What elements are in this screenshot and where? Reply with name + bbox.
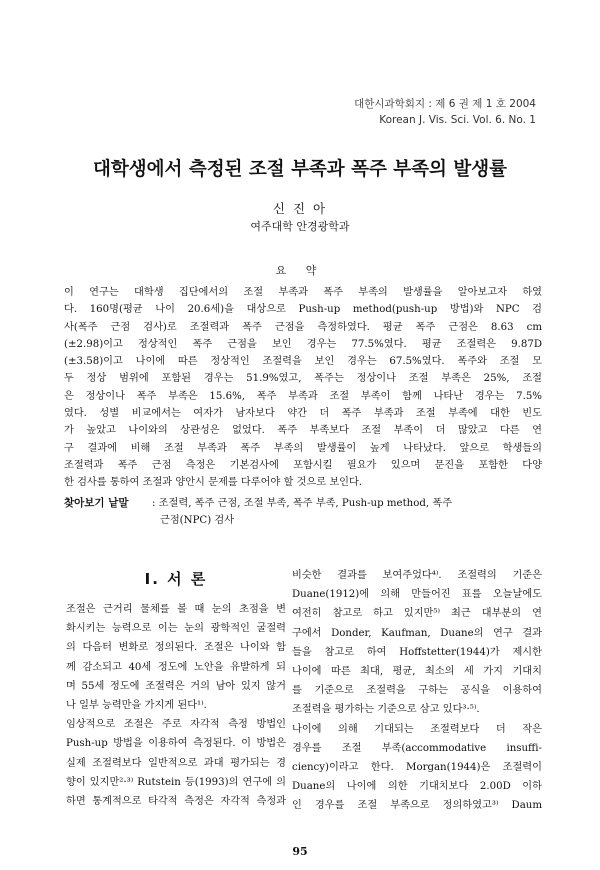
page-number: 95 <box>292 845 308 858</box>
keywords-line: : 조절력, 폭주 근점, 조절 부족, 폭주 부족, Push-up method, 폭주 <box>152 498 453 509</box>
abstract-line: 가 높았고 나이와의 상관성은 없었다. 폭주 부족보다 조절 부족이 더 많았고 다른 연 <box>64 425 542 437</box>
body-line: 나이에 따른 최대, 평균, 최소의 세 가지 기대치 <box>292 666 542 678</box>
body-line: 화시키는 능력으로 이는 눈의 광학적인 굴절력 <box>66 623 286 635</box>
body-column-right <box>292 566 542 816</box>
body-line: 경우를 조절 부족(accommodative insuffi- <box>292 742 542 754</box>
author-name: 신 진 아 <box>272 201 328 216</box>
abstract-heading: 요 약 <box>275 264 325 277</box>
body-line: 를 기준으로 조절력을 구하는 공식을 이용하여 <box>292 685 542 697</box>
body-line: 조절은 근거리 물체를 볼 때 눈의 초점을 변 <box>66 604 286 615</box>
author-affiliation: 여주대학 안경광학과 <box>250 220 350 233</box>
abstract-line: 다. 160명(평균 나이 20.6세)을 대상으로 Push-up method(push-up 방법)와 NPC 검 <box>64 304 542 316</box>
body-line: 께 감소되고 40세 정도에 노안을 유발하게 되 <box>66 661 286 673</box>
journal-citation-korean: 대한시과학회지 : 제 6 권 제 1 호 2004 <box>354 98 536 110</box>
section-heading-introduction: Ⅰ. 서 론 <box>144 570 208 588</box>
keywords-line: 근점(NPC) 검사 <box>160 515 235 526</box>
abstract-line: (±3.58)이고 나이에 따른 정상적인 조절력을 보인 경우는 67.5%였다. 폭주와 조절 모 <box>64 356 542 368</box>
keywords-label: 찾아보기 낱말 <box>64 497 129 509</box>
body-line: 향이 있지만²·³⁾ Rutstein 등(1993)의 연구에 의 <box>66 776 286 788</box>
body-line: 비슷한 결과를 보여주었다⁴⁾. 조절력의 기준은 <box>292 570 542 581</box>
body-line: 조절력을 평가하는 기준으로 삼고 있다³·⁵⁾. <box>292 704 480 716</box>
abstract-line: 구 결과에 비해 조절 부족과 폭주 부족의 발생률이 높게 나타났다. 앞으로 학생들의 <box>64 442 542 454</box>
abstract-line: 두 정상 범위에 포함된 경우는 51.9%였고, 폭주는 정상이나 조절 부족은 25%, 조절 <box>64 373 542 385</box>
body-line: 나이에 의해 기대되는 조절력보다 더 작은 <box>292 723 542 735</box>
body-column-left <box>66 568 286 811</box>
journal-citation <box>354 96 536 128</box>
paper-title: 대학생에서 측정된 조절 부족과 폭주 부족의 발생률 <box>93 159 507 180</box>
body-line: 실제 조절력보다 일반적으로 과대 평가되는 경 <box>66 757 286 769</box>
abstract-line: (±2.98)이고 정상적인 폭주 근점을 보인 경우는 77.5%였다. 평균 조절력은 9.87D <box>64 338 542 350</box>
body-line: 나 일부 능력만을 가지게 된다¹⁾. <box>66 700 207 712</box>
body-line: 구에서 Donder, Kaufman, Duane의 연구 결과 <box>292 627 542 639</box>
body-line: ciency)이라고 한다. Morgan(1944)은 조절력이 <box>292 762 542 774</box>
abstract-line: 은 정상이나 폭주 부족은 15.6%, 폭주 부족과 조절 부족이 함께 나타난 경우는 7.5% <box>64 390 542 402</box>
body-line: Push-up 방법을 이용하여 측정된다. 이 방법은 <box>66 738 286 750</box>
abstract-line: 이 연구는 대학생 집단에서의 조절 부족과 폭주 부족의 발생률을 알아보고자 하였 <box>64 287 542 298</box>
body-line: 여전히 참고로 하고 있지만⁵⁾ 최근 대부분의 연 <box>292 608 542 620</box>
abstract-line: 조절력과 폭주 근점 측정은 기본검사에 포함시킬 필요가 있으며 문진을 포함한 다양 <box>64 459 542 471</box>
abstract-body <box>64 284 542 492</box>
keywords-list <box>152 495 542 529</box>
body-line: 인 경우를 조절 부족으로 정의하였고³⁾ Daum <box>292 800 542 812</box>
abstract-line: 한 검사를 통하여 조절과 양안시 문제를 다루어야 할 것으로 보인다. <box>64 477 363 489</box>
journal-citation-english: Korean J. Vis. Sci. Vol. 6. No. 1 <box>379 114 536 126</box>
body-line: Duane의 나이에 의한 기대치보다 2.00D 이하 <box>292 781 542 793</box>
body-line: 의 다음터 변화로 정의된다. 조절은 나이와 함 <box>66 642 286 654</box>
abstract-line: 였다. 성별 비교에서는 여자가 남자보다 약간 더 폭주 부족과 조절 부족에 대한 빈도 <box>64 408 542 420</box>
abstract-line: 사(폭주 근점 검사)로 조절력과 폭주 근점을 측정하였다. 평균 폭주 근점은 8.63 cm <box>64 321 542 333</box>
body-line: 며 55세 정도에 조절력은 거의 남아 있지 않거 <box>66 680 286 692</box>
body-line: 임상적으로 조절은 주로 자각적 측정 방법인 <box>66 719 286 731</box>
body-line: 들을 참고로 하여 Hoffstetter(1944)가 제시한 <box>292 646 542 658</box>
body-line: 하면 통계적으로 타각적 측정은 자각적 측정과 <box>66 796 286 808</box>
body-line: Duane(1912)에 의해 만들어진 표를 오늘날에도 <box>292 589 542 601</box>
